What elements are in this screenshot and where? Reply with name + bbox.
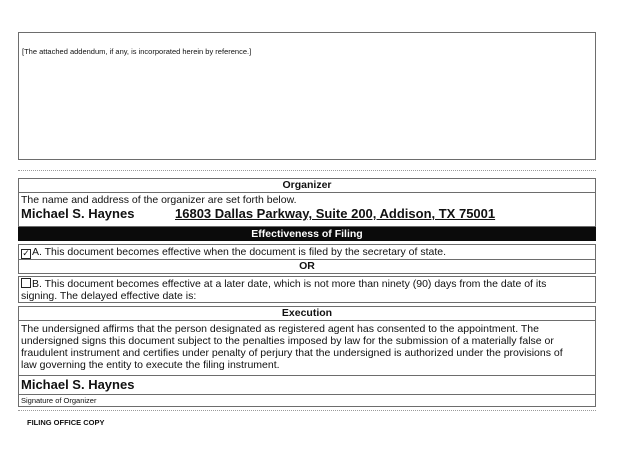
execution-paragraph <box>18 321 596 376</box>
execution-heading <box>18 306 596 321</box>
option-b-row <box>18 276 596 303</box>
addendum-box <box>18 32 596 160</box>
option-b-line-1 <box>21 278 546 290</box>
organizer-section <box>18 193 596 227</box>
option-a-row <box>18 244 596 260</box>
organizer-address: 16803 Dallas Parkway, Suite 200, Addison, TX 75001 <box>175 206 496 221</box>
signature-label-row <box>18 395 596 407</box>
option-a-text: A. This document becomes effective when the document is filed by the secretary of state. <box>32 246 446 258</box>
organizer-heading-label: Organizer <box>282 179 332 191</box>
execution-line-2: undersigned signs this document subject to the penalties imposed by law for the submission of a materially false or <box>21 335 554 347</box>
organizer-name: Michael S. Haynes <box>21 206 135 221</box>
checkmark-icon: ✓ <box>22 248 30 258</box>
filing-office-copy: FILING OFFICE COPY <box>27 418 105 427</box>
or-label: OR <box>299 260 315 272</box>
signer-name: Michael S. Haynes <box>21 377 135 392</box>
option-b-text-1: B. This document becomes effective at a later date, which is not more than ninety (90) days from the date of its <box>32 278 547 290</box>
organizer-intro: The name and address of the organizer are set forth below. <box>21 194 297 206</box>
option-b-text-2: signing. The delayed effective date is: <box>21 290 197 302</box>
addendum-divider <box>18 170 596 171</box>
option-a-checkbox[interactable] <box>21 249 31 259</box>
effectiveness-heading-label: Effectiveness of Filing <box>251 228 363 240</box>
organizer-heading <box>18 178 596 193</box>
execution-line-3: fraudulent instrument and certifies under penalty of perjury that the undersigned is authorized under the provisions of <box>21 347 563 359</box>
bottom-divider <box>18 410 596 411</box>
addendum-text: [The attached addendum, if any, is incorporated herein by reference.] <box>22 47 252 56</box>
or-row <box>18 260 596 274</box>
effectiveness-heading <box>18 227 596 241</box>
execution-line-1: The undersigned affirms that the person designated as registered agent has consented to the appointment. The <box>21 323 539 335</box>
option-b-checkbox[interactable] <box>21 278 31 288</box>
signature-label: Signature of Organizer <box>21 396 97 405</box>
execution-line-4: law governing the entity to execute the filing instrument. <box>21 359 280 371</box>
option-a-line <box>21 246 446 259</box>
execution-heading-label: Execution <box>281 307 333 319</box>
signature-row <box>18 376 596 395</box>
